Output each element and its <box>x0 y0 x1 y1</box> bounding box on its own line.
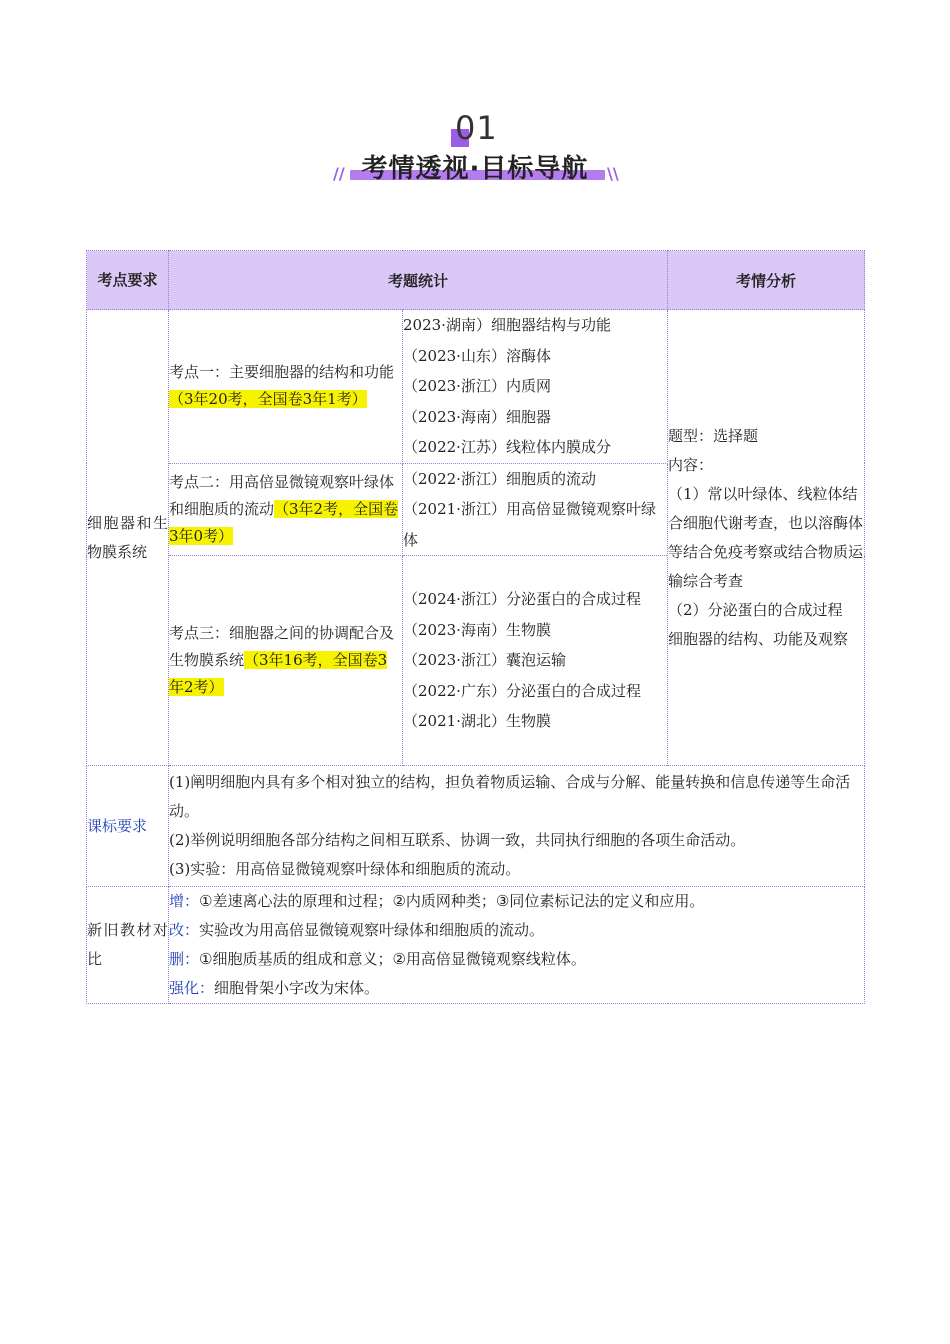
exam-point-3-text: 考点三：细胞器之间的协调配合及生物膜系统 <box>169 624 395 669</box>
analysis-cell <box>668 310 865 766</box>
section-number: 01 <box>455 109 498 147</box>
curriculum-label: 课标要求 <box>87 766 169 887</box>
analysis-line: 题型：选择题 <box>668 426 759 445</box>
analysis-line: 细胞器的结构、功能及观察 <box>668 629 849 648</box>
list-item: (1)阐明细胞内具有多个相对独立的结构，担负着物质运输、合成与分解、能量转换和信息传递等生命活动。 <box>169 773 851 820</box>
list-item: (2)举例说明细胞各部分结构之间相互联系、协调一致，共同执行细胞的各项生命活动。 <box>169 831 746 849</box>
column-header-requirement-text: 考点要求 <box>97 271 158 289</box>
column-header-requirement <box>87 251 169 310</box>
list-item: （2023·山东）溶酶体 <box>403 346 551 365</box>
exam-point-1-highlight: （3年20考，全国卷3年1考） <box>169 390 367 409</box>
exam-point-3 <box>169 556 403 766</box>
comparison-tag-strengthen: 强化： <box>169 979 215 997</box>
analysis-line: 内容： <box>668 455 714 474</box>
slash-decoration-left: // <box>333 164 345 183</box>
list-item: （2023·海南）生物膜 <box>403 620 551 639</box>
list-item <box>169 887 864 916</box>
comparison-tag-delete: 删： <box>169 950 200 968</box>
table-row <box>87 310 865 464</box>
comparison-label: 新旧教材对比 <box>87 887 169 1004</box>
comparison-text: 细胞骨架小字改为宋体。 <box>214 979 380 997</box>
exam-stats-2 <box>403 463 668 556</box>
section-header <box>0 0 950 200</box>
list-item: （2024·浙江）分泌蛋白的合成过程 <box>403 590 641 609</box>
category-cell: 细胞器和生物膜系统 <box>87 310 169 766</box>
comparison-content <box>169 887 865 1004</box>
exam-stats-3 <box>403 556 668 766</box>
comparison-text: 实验改为用高倍显微镜观察叶绿体和细胞质的流动。 <box>199 921 545 939</box>
analysis-line: （2）分泌蛋白的合成过程 <box>668 600 843 619</box>
exam-point-2-text: 考点二：用高倍显微镜观察叶绿体和细胞质的流动 <box>169 472 395 518</box>
exam-point-1-text: 考点一：主要细胞器的结构和功能 <box>169 363 395 382</box>
list-item <box>169 916 864 945</box>
exam-point-2 <box>169 463 403 556</box>
list-item: (3)实验：用高倍显微镜观察叶绿体和细胞质的流动。 <box>169 860 521 878</box>
table-header-row <box>87 251 865 310</box>
list-item: 2023·湖南）细胞器结构与功能 <box>403 316 611 334</box>
column-header-analysis: 考情分析 <box>668 251 865 310</box>
section-title: 考情透视·目标导航 <box>361 154 589 184</box>
slash-decoration-right: \\ <box>607 164 619 183</box>
comparison-row <box>87 887 865 1004</box>
list-item: （2021·浙江）用高倍显微镜观察叶绿体 <box>403 500 656 549</box>
list-item <box>169 974 864 1003</box>
list-item: （2023·浙江）内质网 <box>403 377 551 395</box>
list-item: （2022·江苏）线粒体内膜成分 <box>403 438 611 456</box>
list-item <box>169 945 864 974</box>
comparison-tag-add: 增： <box>169 892 200 910</box>
exam-analysis-table <box>86 250 865 1004</box>
comparison-text: ①细胞质基质的组成和意义；②用高倍显微镜观察线粒体。 <box>199 950 586 968</box>
exam-point-1 <box>169 310 403 464</box>
comparison-text: ①差速离心法的原理和过程；②内质网种类；③同位素标记法的定义和应用。 <box>199 892 705 910</box>
exam-point-3-highlight: （3年16考，全国卷3年2考） <box>169 651 388 696</box>
list-item: （2022·浙江）细胞质的流动 <box>403 469 596 488</box>
exam-stats-1 <box>403 310 668 464</box>
curriculum-content <box>169 766 865 887</box>
list-item: （2023·海南）细胞器 <box>403 407 551 426</box>
comparison-tag-change: 改： <box>169 921 200 939</box>
exam-point-2-highlight: （3年2考，全国卷3年0考） <box>169 499 399 545</box>
curriculum-row <box>87 766 865 887</box>
analysis-line: （1）常以叶绿体、线粒体结合细胞代谢考查，也以溶酶体等结合免疫考察或结合物质运输综合考查 <box>668 484 864 590</box>
column-header-statistics: 考题统计 <box>169 251 668 310</box>
list-item: （2023·浙江）囊泡运输 <box>403 651 566 670</box>
list-item: （2021·湖北）生物膜 <box>403 712 551 731</box>
list-item: （2022·广东）分泌蛋白的合成过程 <box>403 681 641 700</box>
